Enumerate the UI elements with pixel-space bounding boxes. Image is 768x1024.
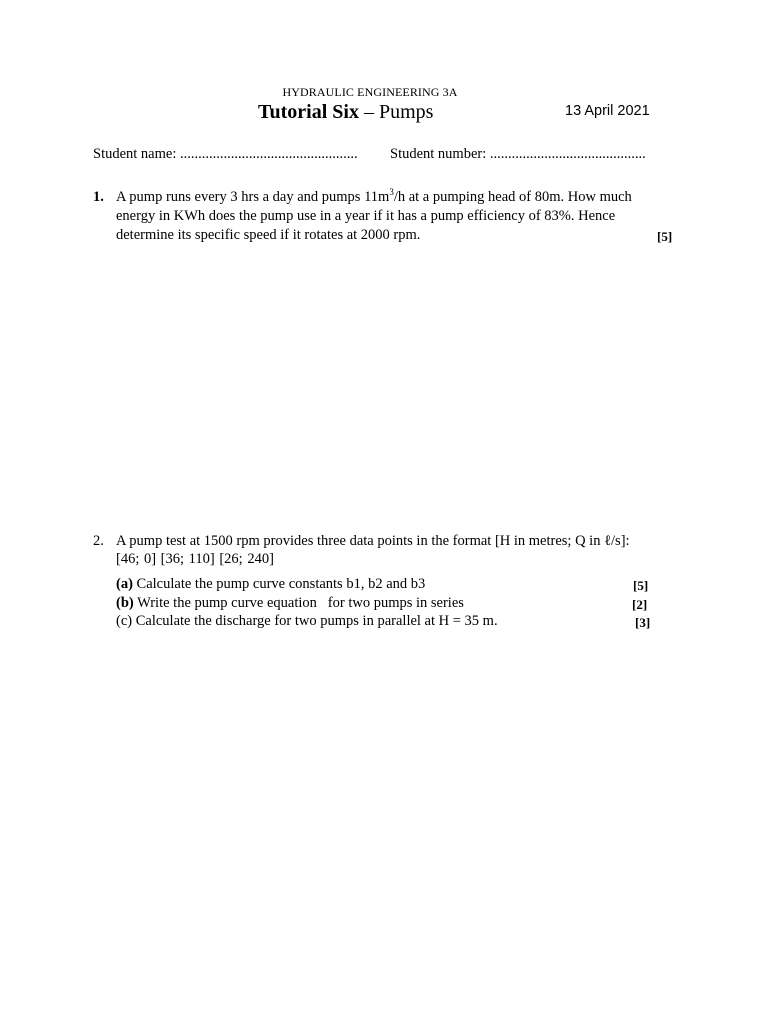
part-a-marks: [5] (633, 578, 649, 593)
part-a-text: Calculate the pump curve constants b1, b2 and b3 (136, 576, 426, 592)
question-2-data-points: [46; 0] [36; 110] [26; 240] (116, 551, 274, 567)
question-1-marks: [5] (657, 229, 673, 244)
question-2-number: 2. (93, 533, 104, 549)
q1-superscript: 3 (389, 187, 394, 198)
part-b-text: Write the pump curve equation for two pumps in series (137, 595, 464, 611)
title-subject: – Pumps (358, 101, 434, 123)
part-a-label: (a) (116, 576, 133, 592)
question-2-line-1: A pump test at 1500 rpm provides three data points in the format [H in metres; Q in ℓ/s]: (116, 533, 630, 549)
question-1-line-3: determine its specific speed if it rotates at 2000 rpm. (116, 227, 421, 243)
part-b-marks: [2] (632, 597, 648, 612)
page-title (258, 101, 433, 124)
question-2-part-c (116, 613, 498, 630)
question-1-number: 1. (93, 189, 104, 205)
q1-text-a: A pump runs every 3 hrs a day and pumps 11m (116, 189, 390, 205)
question-2-part-b (116, 595, 464, 612)
student-name-field: Student name: ................................................. (93, 146, 358, 162)
student-number-field: Student number: ........................................... (390, 146, 646, 162)
course-name: HYDRAULIC ENGINEERING 3A (282, 85, 458, 99)
part-b-label: (b) (116, 595, 134, 611)
question-2-part-a (116, 576, 425, 593)
document-date: 13 April 2021 (565, 103, 650, 119)
part-c-text: Calculate the discharge for two pumps in parallel at H = 35 m. (135, 613, 498, 629)
q1-text-b: /h at a pumping head of 80m. How much (393, 189, 632, 205)
question-1-line-1 (116, 189, 632, 206)
part-c-marks: [3] (635, 615, 651, 630)
part-c-label: (c) (116, 613, 133, 629)
question-1-line-2: energy in KWh does the pump use in a year if it has a pump efficiency of 83%. Hence (116, 208, 616, 224)
title-bold: Tutorial Six (258, 101, 359, 123)
